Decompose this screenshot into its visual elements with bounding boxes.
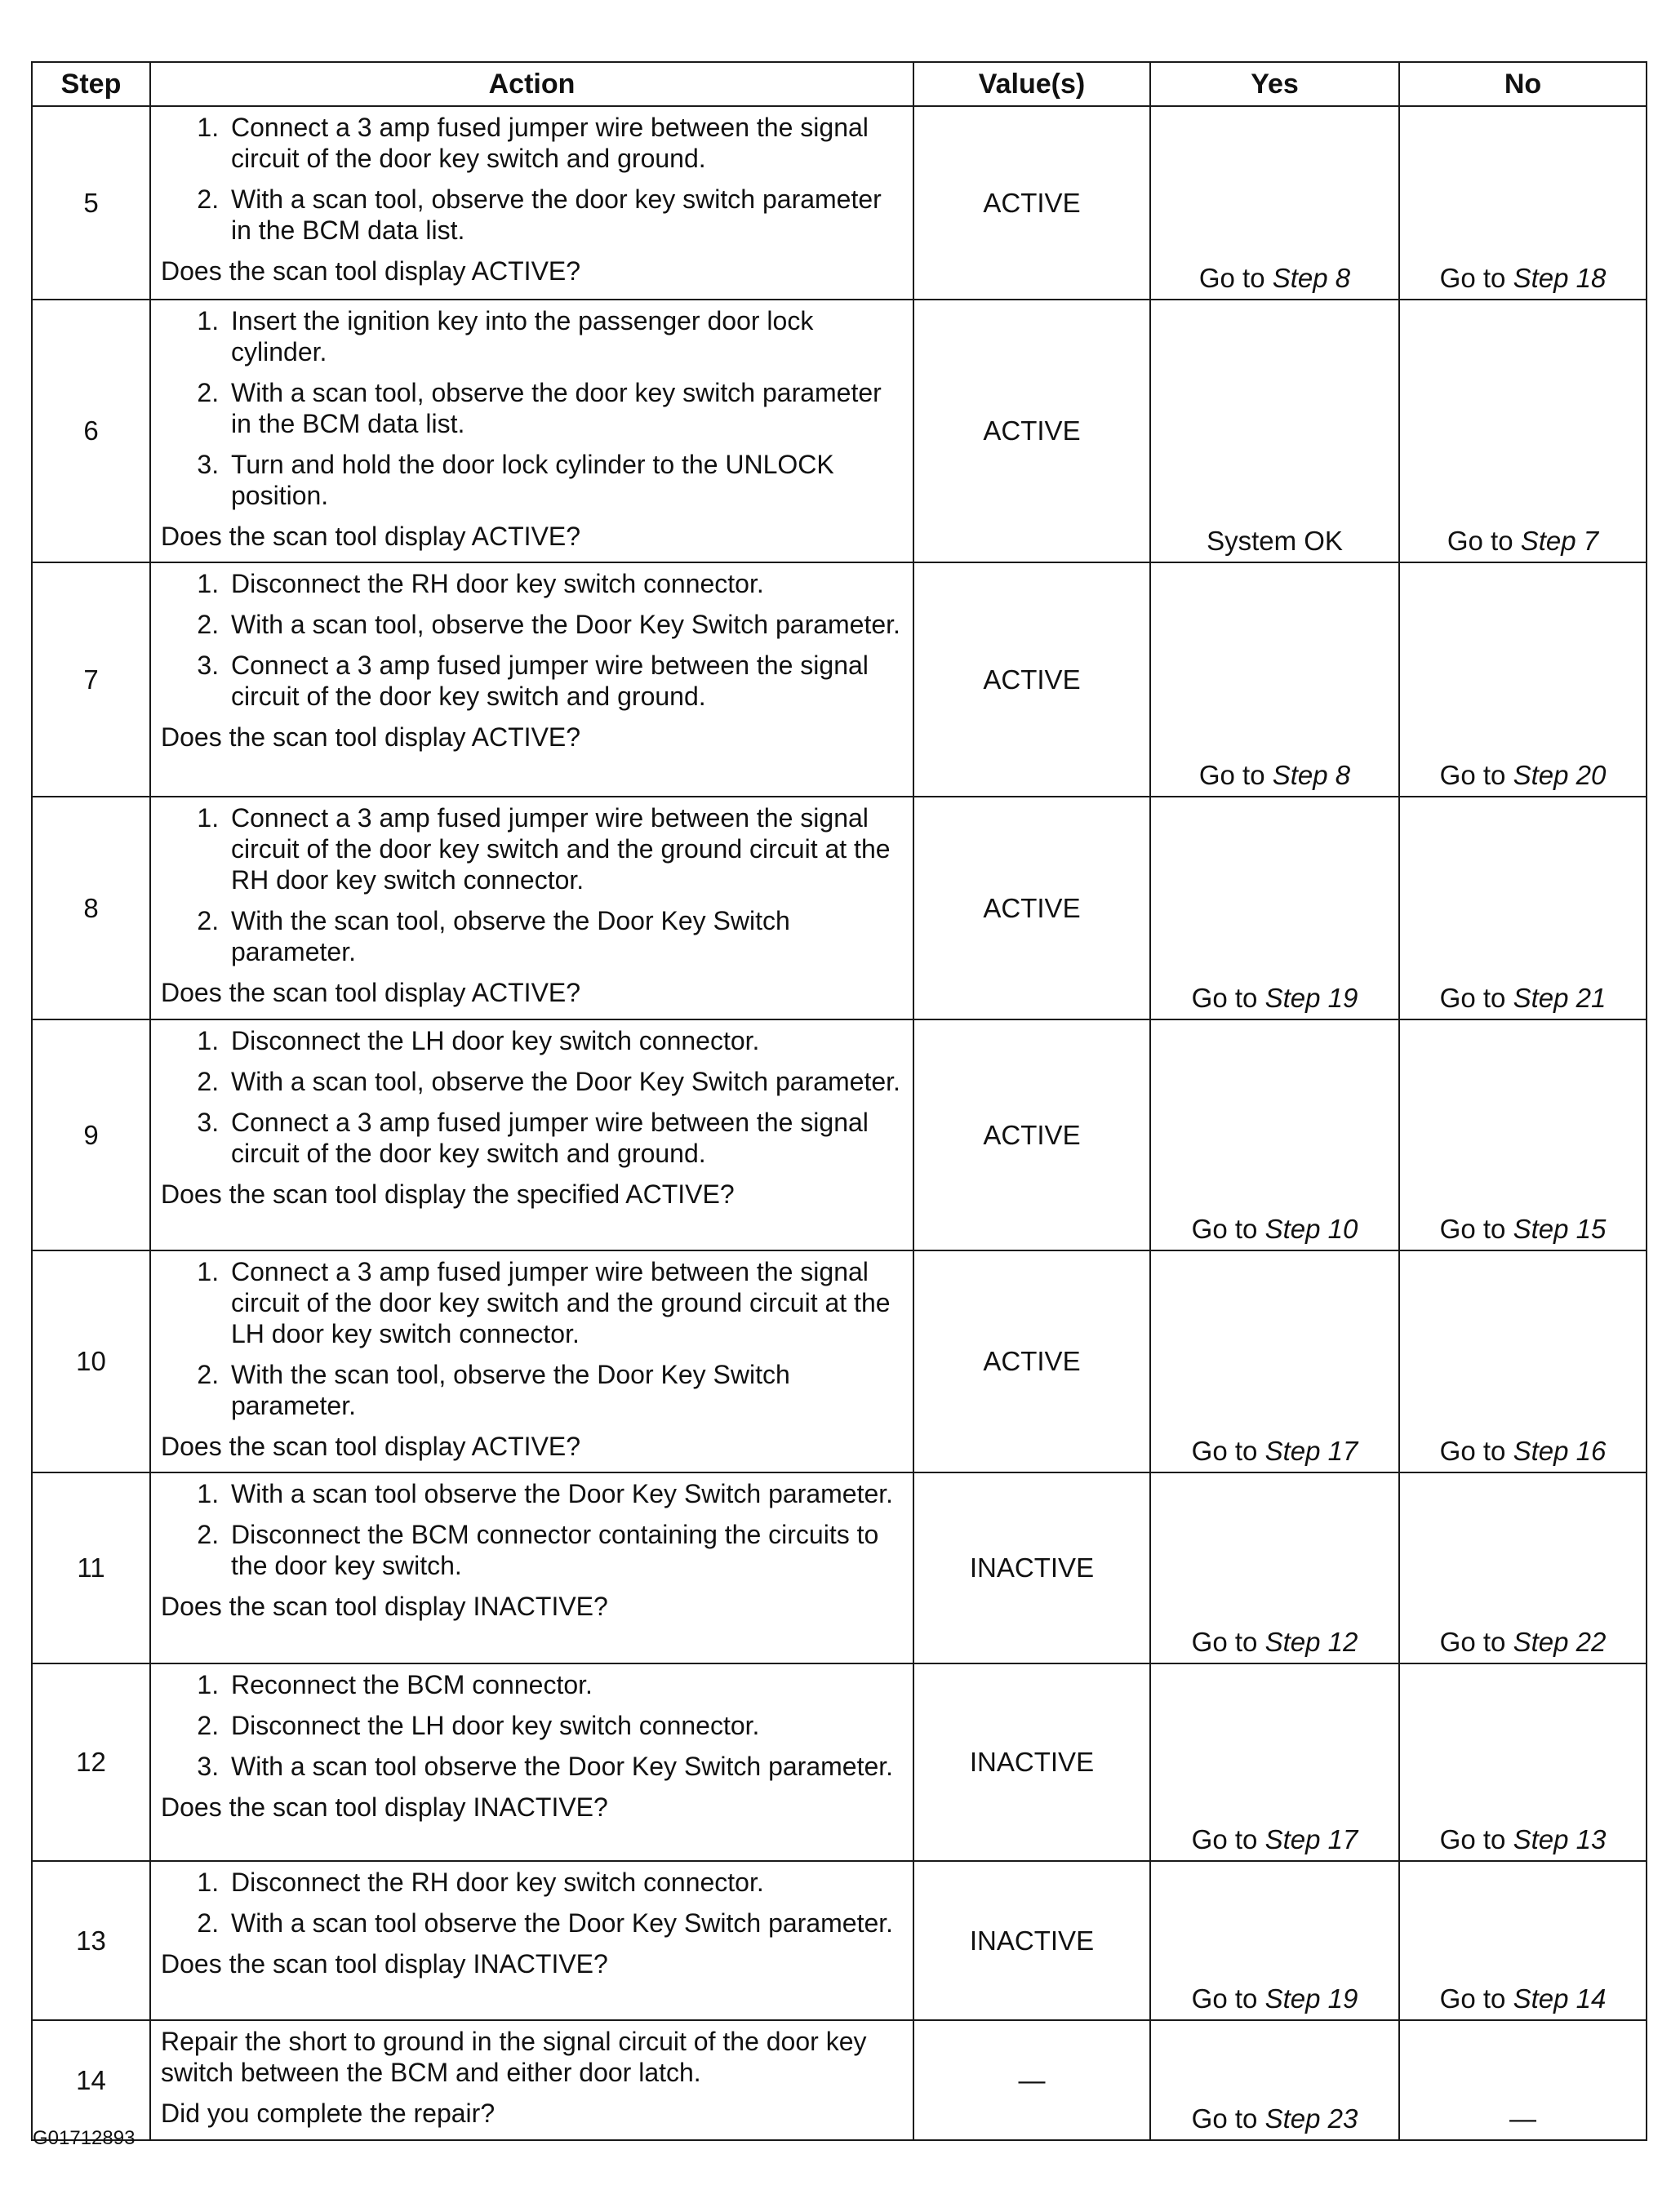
table-row: [32, 1663, 1647, 1861]
table-row: [32, 1019, 1647, 1250]
no-step-ref: Step 15: [1513, 1214, 1607, 1244]
step-number: 12: [32, 1663, 150, 1861]
no-prefix: Go to: [1439, 1983, 1506, 2014]
no-prefix: Go to: [1439, 760, 1506, 790]
action-cell: [150, 2020, 913, 2140]
yes-prefix: Go to: [1191, 1983, 1258, 2014]
yes-cell: [1150, 1019, 1399, 1250]
yes-cell: [1150, 1861, 1399, 2020]
no-prefix: Go to: [1439, 1214, 1506, 1244]
no-prefix: Go to: [1439, 983, 1506, 1013]
action-question: Does the scan tool display INACTIVE?: [161, 1949, 608, 1979]
no-step-ref: Step 7: [1520, 526, 1599, 556]
yes-prefix: Go to: [1191, 983, 1258, 1013]
table-row: [32, 106, 1647, 300]
value-cell: —: [913, 2020, 1150, 2140]
yes-step-ref: Step 17: [1264, 1436, 1358, 1466]
value-cell: INACTIVE: [913, 1472, 1150, 1663]
figure-code: G01712893: [33, 2127, 136, 2149]
action-question: Did you complete the repair?: [161, 2099, 496, 2128]
header-row: [32, 62, 1647, 106]
yes-cell: [1150, 2020, 1399, 2140]
table-row: [32, 1861, 1647, 2020]
yes-prefix: System OK: [1207, 526, 1343, 556]
instruction-item: 1. Disconnect the RH door key switch connector.: [226, 1867, 903, 1898]
action-cell: [150, 1250, 913, 1472]
instruction-item: 1. Disconnect the LH door key switch connector.: [226, 1025, 903, 1056]
yes-step-ref: Step 12: [1264, 1627, 1358, 1657]
no-cell: [1399, 106, 1647, 300]
instruction-item: 3. Connect a 3 amp fused jumper wire between the signal circuit of the door key switch and ground.: [226, 1107, 903, 1169]
step-number: 13: [32, 1861, 150, 2020]
no-prefix: Go to: [1439, 1436, 1506, 1466]
value-cell: ACTIVE: [913, 300, 1150, 562]
value-cell: ACTIVE: [913, 1019, 1150, 1250]
step-number: 14: [32, 2020, 150, 2140]
instruction-list: [161, 1256, 903, 1421]
instruction-item: 2. With the scan tool, observe the Door Key Switch parameter.: [226, 1359, 903, 1421]
no-step-ref: Step 18: [1513, 263, 1607, 293]
instruction-list: [161, 1478, 903, 1581]
yes-prefix: Go to: [1191, 1824, 1258, 1854]
yes-cell: [1150, 106, 1399, 300]
value-cell: ACTIVE: [913, 1250, 1150, 1472]
header-yes: Yes: [1150, 62, 1399, 106]
instruction-list: [161, 568, 903, 712]
instruction-list: [161, 1669, 903, 1782]
instruction-item: 2. With the scan tool, observe the Door Key Switch parameter.: [226, 905, 903, 967]
instruction-item: 1. Disconnect the RH door key switch connector.: [226, 568, 903, 599]
instruction-item: 3. With a scan tool observe the Door Key Switch parameter.: [226, 1751, 903, 1782]
table-row: [32, 1472, 1647, 1663]
header-action: Action: [150, 62, 913, 106]
step-number: 10: [32, 1250, 150, 1472]
no-cell: [1399, 2020, 1647, 2140]
instruction-list: [161, 1025, 903, 1169]
no-prefix: Go to: [1439, 1627, 1506, 1657]
instruction-item: 2. With a scan tool observe the Door Key Switch parameter.: [226, 1908, 903, 1939]
no-prefix: —: [1509, 2103, 1536, 2134]
no-cell: [1399, 562, 1647, 797]
action-cell: [150, 797, 913, 1019]
table-row: [32, 2020, 1647, 2140]
yes-step-ref: Step 8: [1272, 760, 1351, 790]
yes-step-ref: Step 23: [1264, 2103, 1358, 2134]
action-question: Does the scan tool display INACTIVE?: [161, 1792, 608, 1822]
no-prefix: Go to: [1439, 1824, 1506, 1854]
instruction-item: 2. Disconnect the LH door key switch connector.: [226, 1710, 903, 1741]
action-cell: [150, 1663, 913, 1861]
table-body: [32, 106, 1647, 2140]
action-cell: [150, 1472, 913, 1663]
action-question: Does the scan tool display INACTIVE?: [161, 1592, 608, 1621]
yes-cell: [1150, 1472, 1399, 1663]
table-row: [32, 300, 1647, 562]
no-prefix: Go to: [1439, 263, 1506, 293]
step-number: 7: [32, 562, 150, 797]
yes-step-ref: Step 19: [1264, 983, 1358, 1013]
action-question: Does the scan tool display the specified ACTIVE?: [161, 1179, 735, 1209]
value-cell: INACTIVE: [913, 1861, 1150, 2020]
no-cell: [1399, 1472, 1647, 1663]
no-cell: [1399, 1663, 1647, 1861]
instruction-list: [161, 305, 903, 511]
yes-step-ref: Step 17: [1264, 1824, 1358, 1854]
yes-prefix: Go to: [1198, 263, 1265, 293]
no-cell: [1399, 1019, 1647, 1250]
action-cell: [150, 1861, 913, 2020]
instruction-item: 2. Disconnect the BCM connector containing the circuits to the door key switch.: [226, 1519, 903, 1581]
yes-cell: [1150, 797, 1399, 1019]
no-cell: [1399, 797, 1647, 1019]
header-values: Value(s): [913, 62, 1150, 106]
yes-step-ref: Step 19: [1264, 1983, 1358, 2014]
no-prefix: Go to: [1447, 526, 1513, 556]
action-cell: [150, 1019, 913, 1250]
action-question: Does the scan tool display ACTIVE?: [161, 522, 581, 551]
step-number: 5: [32, 106, 150, 300]
value-cell: INACTIVE: [913, 1663, 1150, 1861]
action-question: Does the scan tool display ACTIVE?: [161, 256, 581, 286]
yes-prefix: Go to: [1191, 1436, 1258, 1466]
instruction-item: 2. With a scan tool, observe the Door Key Switch parameter.: [226, 1066, 903, 1097]
no-cell: [1399, 1861, 1647, 2020]
yes-cell: [1150, 300, 1399, 562]
instruction-item: 2. With a scan tool, observe the door key switch parameter in the BCM data list.: [226, 184, 903, 246]
instruction-list: [161, 802, 903, 967]
action-text: Repair the short to ground in the signal circuit of the door key switch between the BCM and either door latch.: [161, 2027, 867, 2087]
diagnostic-table: [31, 61, 1647, 2141]
instruction-item: 1. Connect a 3 amp fused jumper wire between the signal circuit of the door key switch and the ground circuit at the RH door key switch connector.: [226, 802, 903, 895]
yes-cell: [1150, 562, 1399, 797]
instruction-item: 2. With a scan tool, observe the door key switch parameter in the BCM data list.: [226, 377, 903, 439]
instruction-item: 1. With a scan tool observe the Door Key Switch parameter.: [226, 1478, 903, 1509]
table-row: [32, 1250, 1647, 1472]
yes-step-ref: Step 8: [1272, 263, 1351, 293]
no-step-ref: Step 16: [1513, 1436, 1607, 1466]
yes-prefix: Go to: [1198, 760, 1265, 790]
instruction-item: 2. With a scan tool, observe the Door Key Switch parameter.: [226, 609, 903, 640]
instruction-list: [161, 112, 903, 246]
no-step-ref: Step 21: [1513, 983, 1607, 1013]
value-cell: ACTIVE: [913, 562, 1150, 797]
step-number: 6: [32, 300, 150, 562]
no-step-ref: Step 14: [1513, 1983, 1607, 2014]
instruction-item: 1. Connect a 3 amp fused jumper wire between the signal circuit of the door key switch and ground.: [226, 112, 903, 174]
instruction-list: [161, 1867, 903, 1939]
instruction-item: 1. Connect a 3 amp fused jumper wire between the signal circuit of the door key switch and the ground circuit at the LH door key switch connector.: [226, 1256, 903, 1349]
no-step-ref: Step 13: [1513, 1824, 1607, 1854]
action-cell: [150, 562, 913, 797]
action-cell: [150, 106, 913, 300]
no-cell: [1399, 1250, 1647, 1472]
value-cell: ACTIVE: [913, 797, 1150, 1019]
table-row: [32, 562, 1647, 797]
step-number: 11: [32, 1472, 150, 1663]
yes-step-ref: Step 10: [1264, 1214, 1358, 1244]
no-cell: [1399, 300, 1647, 562]
step-number: 9: [32, 1019, 150, 1250]
table-row: [32, 797, 1647, 1019]
yes-cell: [1150, 1250, 1399, 1472]
yes-prefix: Go to: [1191, 2103, 1258, 2134]
action-question: Does the scan tool display ACTIVE?: [161, 1432, 581, 1461]
no-step-ref: Step 20: [1513, 760, 1607, 790]
header-step: Step: [32, 62, 150, 106]
instruction-item: 3. Connect a 3 amp fused jumper wire between the signal circuit of the door key switch and ground.: [226, 650, 903, 712]
action-question: Does the scan tool display ACTIVE?: [161, 722, 581, 752]
no-step-ref: Step 22: [1513, 1627, 1607, 1657]
action-cell: [150, 300, 913, 562]
value-cell: ACTIVE: [913, 106, 1150, 300]
yes-cell: [1150, 1663, 1399, 1861]
yes-prefix: Go to: [1191, 1627, 1258, 1657]
action-question: Does the scan tool display ACTIVE?: [161, 978, 581, 1007]
instruction-item: 1. Reconnect the BCM connector.: [226, 1669, 903, 1700]
header-no: No: [1399, 62, 1647, 106]
instruction-item: 1. Insert the ignition key into the passenger door lock cylinder.: [226, 305, 903, 367]
step-number: 8: [32, 797, 150, 1019]
instruction-item: 3. Turn and hold the door lock cylinder to the UNLOCK position.: [226, 449, 903, 511]
yes-prefix: Go to: [1191, 1214, 1258, 1244]
